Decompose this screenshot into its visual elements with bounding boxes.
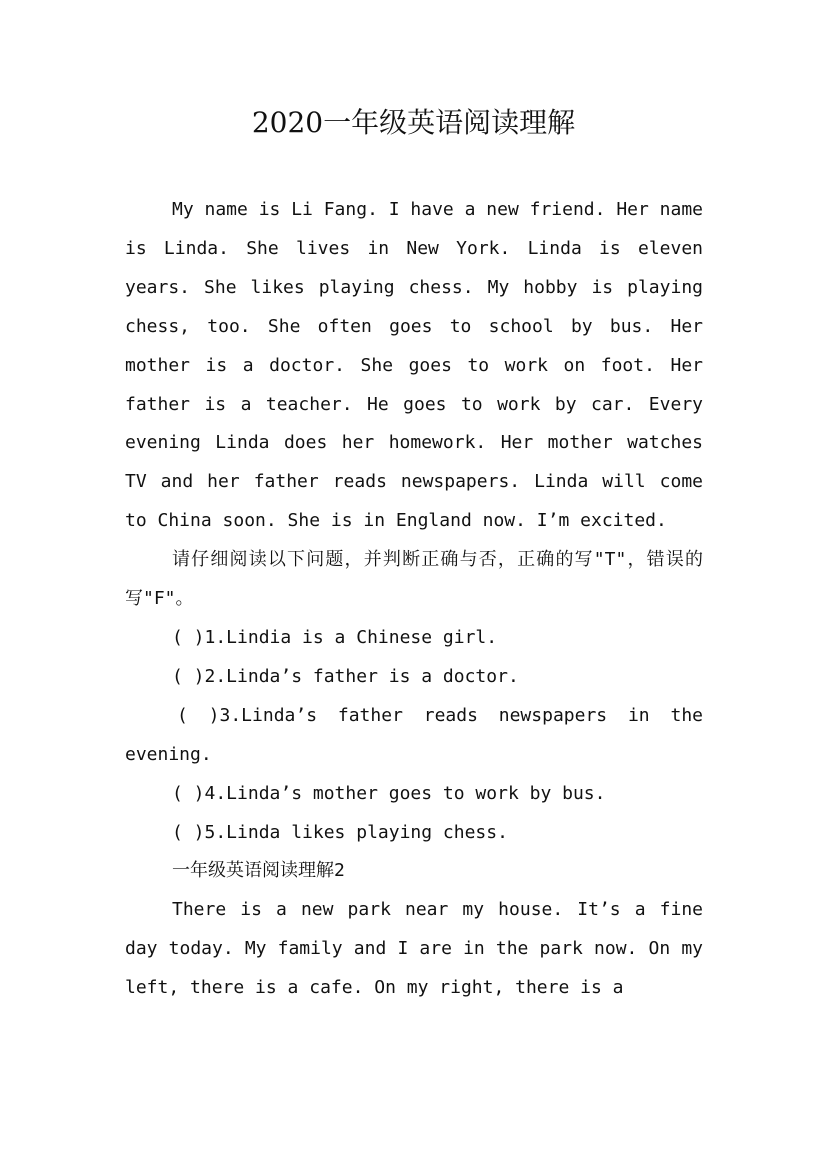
- question-3: ( )3.Linda’s father reads newspapers in the evening.: [125, 704, 703, 765]
- question-1: ( )1.Lindia is a Chinese girl.: [172, 626, 498, 648]
- question-5: ( )5.Linda likes playing chess.: [172, 821, 508, 843]
- page-title: 2020一年级英语阅读理解: [251, 106, 576, 139]
- instruction-text: 请仔细阅读以下问题，并判断正确与否，正确的写"T"，错误的写"F"。: [125, 549, 703, 610]
- document-body: [125, 191, 703, 1008]
- question-4: ( )4.Linda’s mother goes to work by bus.: [172, 782, 606, 804]
- passage-1: My name is Li Fang. I have a new friend. Her name is Linda. She lives in New York. Linda is eleven years. She likes playing chess. My hobby is playing chess, too. She often goes to school by bus. Her mother is a doctor. She goes to work on foot. Her father is a teacher. He goes to work by car. Every evening Linda does her homework. Her mother watches TV and her father reads newspapers. Linda will come to China soon. She is in England now. I’m excited.: [125, 199, 704, 532]
- question-2: ( )2.Linda’s father is a doctor.: [172, 665, 519, 687]
- passage-2: There is a new park near my house. It’s a fine day today. My family and I are in the park now. On my left, there is a cafe. On my right, there is a: [125, 899, 703, 999]
- section-subtitle: 一年级英语阅读理解2: [172, 860, 345, 882]
